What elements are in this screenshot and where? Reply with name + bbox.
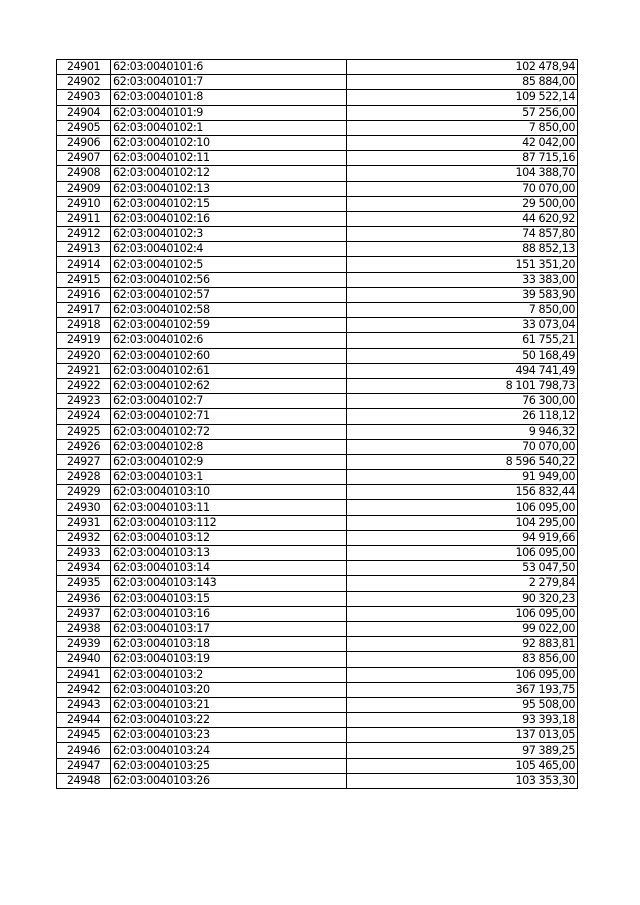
table-row — [57, 227, 578, 242]
table-row — [57, 424, 578, 439]
value-cell: 70 070,00 — [347, 181, 578, 196]
cadastral-number-cell: 62:03:0040103:23 — [111, 728, 347, 743]
value-cell: 70 070,00 — [347, 439, 578, 454]
cadastral-number-cell: 62:03:0040103:25 — [111, 758, 347, 773]
row-number-cell: 24926 — [57, 439, 111, 454]
table-row — [57, 196, 578, 211]
value-cell: 103 353,30 — [347, 773, 578, 788]
value-cell: 93 393,18 — [347, 713, 578, 728]
row-number-cell: 24916 — [57, 287, 111, 302]
row-number-cell: 24938 — [57, 621, 111, 636]
cadastral-number-cell: 62:03:0040103:16 — [111, 606, 347, 621]
table-row — [57, 363, 578, 378]
cadastral-number-cell: 62:03:0040102:16 — [111, 211, 347, 226]
row-number-cell: 24910 — [57, 196, 111, 211]
value-cell: 156 832,44 — [347, 485, 578, 500]
table-row — [57, 743, 578, 758]
table-row — [57, 485, 578, 500]
value-cell: 83 856,00 — [347, 652, 578, 667]
value-cell: 85 884,00 — [347, 75, 578, 90]
cadastral-number-cell: 62:03:0040102:5 — [111, 257, 347, 272]
table-row — [57, 682, 578, 697]
value-cell: 74 857,80 — [347, 227, 578, 242]
table-row — [57, 272, 578, 287]
table-row — [57, 561, 578, 576]
value-cell: 106 095,00 — [347, 606, 578, 621]
row-number-cell: 24917 — [57, 303, 111, 318]
table-row — [57, 546, 578, 561]
value-cell: 42 042,00 — [347, 135, 578, 150]
table-row — [57, 211, 578, 226]
row-number-cell: 24944 — [57, 713, 111, 728]
value-cell: 106 095,00 — [347, 546, 578, 561]
value-cell: 2 279,84 — [347, 576, 578, 591]
cadastral-number-cell: 62:03:0040102:4 — [111, 242, 347, 257]
cadastral-number-cell: 62:03:0040103:14 — [111, 561, 347, 576]
cadastral-number-cell: 62:03:0040102:62 — [111, 378, 347, 393]
cadastral-number-cell: 62:03:0040103:20 — [111, 682, 347, 697]
table-row — [57, 318, 578, 333]
value-cell: 367 193,75 — [347, 682, 578, 697]
cadastral-number-cell: 62:03:0040103:10 — [111, 485, 347, 500]
cadastral-number-cell: 62:03:0040103:112 — [111, 515, 347, 530]
row-number-cell: 24906 — [57, 135, 111, 150]
row-number-cell: 24934 — [57, 561, 111, 576]
cadastral-number-cell: 62:03:0040101:9 — [111, 105, 347, 120]
table-row — [57, 333, 578, 348]
table-row — [57, 652, 578, 667]
row-number-cell: 24937 — [57, 606, 111, 621]
cadastral-number-cell: 62:03:0040103:11 — [111, 500, 347, 515]
row-number-cell: 24919 — [57, 333, 111, 348]
value-cell: 61 755,21 — [347, 333, 578, 348]
value-cell: 137 013,05 — [347, 728, 578, 743]
table-row — [57, 454, 578, 469]
table-row — [57, 713, 578, 728]
cadastral-number-cell: 62:03:0040102:61 — [111, 363, 347, 378]
cadastral-value-table — [56, 59, 578, 789]
cadastral-number-cell: 62:03:0040103:26 — [111, 773, 347, 788]
table-row — [57, 90, 578, 105]
table-row — [57, 151, 578, 166]
value-cell: 104 388,70 — [347, 166, 578, 181]
value-cell: 109 522,14 — [347, 90, 578, 105]
table-row — [57, 166, 578, 181]
cadastral-number-cell: 62:03:0040102:12 — [111, 166, 347, 181]
row-number-cell: 24922 — [57, 378, 111, 393]
cadastral-number-cell: 62:03:0040102:57 — [111, 287, 347, 302]
row-number-cell: 24908 — [57, 166, 111, 181]
table-row — [57, 500, 578, 515]
cadastral-number-cell: 62:03:0040102:13 — [111, 181, 347, 196]
table-row — [57, 135, 578, 150]
row-number-cell: 24927 — [57, 454, 111, 469]
cadastral-number-cell: 62:03:0040101:6 — [111, 60, 347, 75]
cadastral-number-cell: 62:03:0040103:1 — [111, 470, 347, 485]
row-number-cell: 24930 — [57, 500, 111, 515]
table-row — [57, 394, 578, 409]
row-number-cell: 24931 — [57, 515, 111, 530]
row-number-cell: 24947 — [57, 758, 111, 773]
cadastral-number-cell: 62:03:0040101:7 — [111, 75, 347, 90]
cadastral-number-cell: 62:03:0040103:143 — [111, 576, 347, 591]
value-cell: 99 022,00 — [347, 621, 578, 636]
row-number-cell: 24902 — [57, 75, 111, 90]
row-number-cell: 24905 — [57, 120, 111, 135]
cadastral-number-cell: 62:03:0040103:24 — [111, 743, 347, 758]
row-number-cell: 24923 — [57, 394, 111, 409]
row-number-cell: 24925 — [57, 424, 111, 439]
table-row — [57, 621, 578, 636]
cadastral-number-cell: 62:03:0040102:8 — [111, 439, 347, 454]
value-cell: 33 073,04 — [347, 318, 578, 333]
value-cell: 8 101 798,73 — [347, 378, 578, 393]
row-number-cell: 24940 — [57, 652, 111, 667]
row-number-cell: 24946 — [57, 743, 111, 758]
table-body — [57, 60, 578, 789]
cadastral-number-cell: 62:03:0040103:15 — [111, 591, 347, 606]
cadastral-number-cell: 62:03:0040102:9 — [111, 454, 347, 469]
row-number-cell: 24904 — [57, 105, 111, 120]
row-number-cell: 24914 — [57, 257, 111, 272]
row-number-cell: 24913 — [57, 242, 111, 257]
cadastral-number-cell: 62:03:0040102:72 — [111, 424, 347, 439]
cadastral-number-cell: 62:03:0040102:1 — [111, 120, 347, 135]
table-row — [57, 667, 578, 682]
table-row — [57, 728, 578, 743]
row-number-cell: 24942 — [57, 682, 111, 697]
table-row — [57, 242, 578, 257]
table-row — [57, 470, 578, 485]
row-number-cell: 24932 — [57, 530, 111, 545]
cadastral-number-cell: 62:03:0040102:10 — [111, 135, 347, 150]
value-cell: 39 583,90 — [347, 287, 578, 302]
row-number-cell: 24924 — [57, 409, 111, 424]
table-row — [57, 287, 578, 302]
value-cell: 106 095,00 — [347, 500, 578, 515]
table-row — [57, 591, 578, 606]
value-cell: 97 389,25 — [347, 743, 578, 758]
row-number-cell: 24933 — [57, 546, 111, 561]
value-cell: 90 320,23 — [347, 591, 578, 606]
value-cell: 29 500,00 — [347, 196, 578, 211]
cadastral-number-cell: 62:03:0040102:71 — [111, 409, 347, 424]
table-row — [57, 758, 578, 773]
table-row — [57, 378, 578, 393]
row-number-cell: 24912 — [57, 227, 111, 242]
row-number-cell: 24918 — [57, 318, 111, 333]
value-cell: 494 741,49 — [347, 363, 578, 378]
value-cell: 50 168,49 — [347, 348, 578, 363]
table-row — [57, 120, 578, 135]
cadastral-number-cell: 62:03:0040102:60 — [111, 348, 347, 363]
table-row — [57, 773, 578, 788]
value-cell: 44 620,92 — [347, 211, 578, 226]
cadastral-number-cell: 62:03:0040102:6 — [111, 333, 347, 348]
table-row — [57, 348, 578, 363]
row-number-cell: 24939 — [57, 637, 111, 652]
table-row — [57, 530, 578, 545]
cadastral-number-cell: 62:03:0040103:21 — [111, 697, 347, 712]
cadastral-number-cell: 62:03:0040102:15 — [111, 196, 347, 211]
table-row — [57, 257, 578, 272]
row-number-cell: 24909 — [57, 181, 111, 196]
value-cell: 33 383,00 — [347, 272, 578, 287]
value-cell: 87 715,16 — [347, 151, 578, 166]
value-cell: 151 351,20 — [347, 257, 578, 272]
value-cell: 88 852,13 — [347, 242, 578, 257]
cadastral-number-cell: 62:03:0040102:56 — [111, 272, 347, 287]
cadastral-number-cell: 62:03:0040102:59 — [111, 318, 347, 333]
row-number-cell: 24921 — [57, 363, 111, 378]
table-row — [57, 515, 578, 530]
cadastral-number-cell: 62:03:0040103:18 — [111, 637, 347, 652]
value-cell: 76 300,00 — [347, 394, 578, 409]
table-row — [57, 409, 578, 424]
row-number-cell: 24943 — [57, 697, 111, 712]
value-cell: 53 047,50 — [347, 561, 578, 576]
cadastral-number-cell: 62:03:0040103:2 — [111, 667, 347, 682]
value-cell: 8 596 540,22 — [347, 454, 578, 469]
value-cell: 102 478,94 — [347, 60, 578, 75]
table-row — [57, 439, 578, 454]
row-number-cell: 24907 — [57, 151, 111, 166]
cadastral-number-cell: 62:03:0040102:7 — [111, 394, 347, 409]
value-cell: 7 850,00 — [347, 120, 578, 135]
table-row — [57, 637, 578, 652]
value-cell: 91 949,00 — [347, 470, 578, 485]
value-cell: 105 465,00 — [347, 758, 578, 773]
value-cell: 94 919,66 — [347, 530, 578, 545]
table-row — [57, 576, 578, 591]
row-number-cell: 24945 — [57, 728, 111, 743]
value-cell: 9 946,32 — [347, 424, 578, 439]
cadastral-number-cell: 62:03:0040103:19 — [111, 652, 347, 667]
cadastral-number-cell: 62:03:0040103:13 — [111, 546, 347, 561]
table-row — [57, 181, 578, 196]
table-row — [57, 105, 578, 120]
cadastral-number-cell: 62:03:0040103:17 — [111, 621, 347, 636]
row-number-cell: 24903 — [57, 90, 111, 105]
row-number-cell: 24920 — [57, 348, 111, 363]
value-cell: 106 095,00 — [347, 667, 578, 682]
cadastral-number-cell: 62:03:0040102:11 — [111, 151, 347, 166]
row-number-cell: 24941 — [57, 667, 111, 682]
row-number-cell: 24915 — [57, 272, 111, 287]
value-cell: 92 883,81 — [347, 637, 578, 652]
table-row — [57, 697, 578, 712]
table-row — [57, 606, 578, 621]
value-cell: 7 850,00 — [347, 303, 578, 318]
table-row — [57, 75, 578, 90]
row-number-cell: 24935 — [57, 576, 111, 591]
cadastral-number-cell: 62:03:0040103:22 — [111, 713, 347, 728]
cadastral-number-cell: 62:03:0040101:8 — [111, 90, 347, 105]
table-row — [57, 303, 578, 318]
value-cell: 57 256,00 — [347, 105, 578, 120]
row-number-cell: 24948 — [57, 773, 111, 788]
table-row — [57, 60, 578, 75]
row-number-cell: 24936 — [57, 591, 111, 606]
value-cell: 26 118,12 — [347, 409, 578, 424]
cadastral-number-cell: 62:03:0040102:3 — [111, 227, 347, 242]
value-cell: 95 508,00 — [347, 697, 578, 712]
row-number-cell: 24928 — [57, 470, 111, 485]
row-number-cell: 24901 — [57, 60, 111, 75]
cadastral-number-cell: 62:03:0040102:58 — [111, 303, 347, 318]
value-cell: 104 295,00 — [347, 515, 578, 530]
row-number-cell: 24911 — [57, 211, 111, 226]
cadastral-number-cell: 62:03:0040103:12 — [111, 530, 347, 545]
row-number-cell: 24929 — [57, 485, 111, 500]
